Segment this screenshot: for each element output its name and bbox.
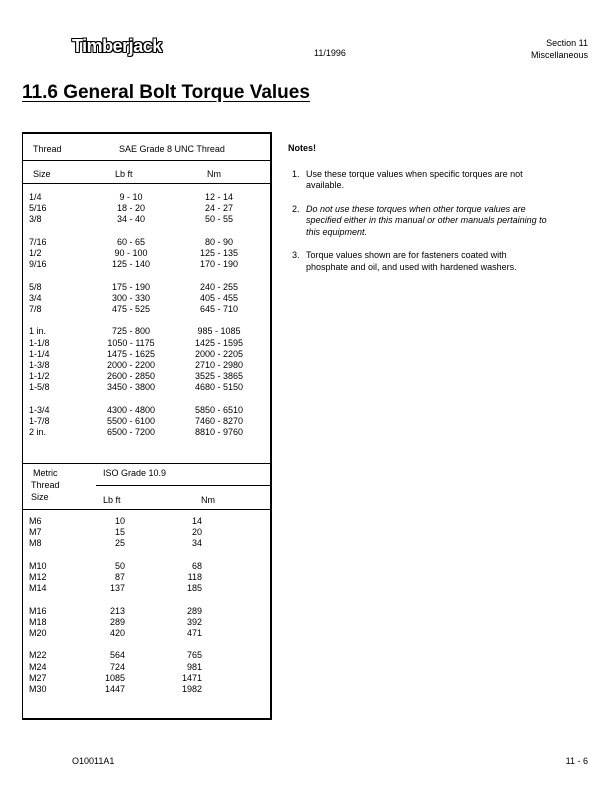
cell-lbft: 213 <box>109 605 125 616</box>
note-text: Use these torque values when specific torques are not available. <box>306 168 523 190</box>
sae-col-size: Size <box>33 169 51 179</box>
cell-size: 5/16 <box>29 203 47 214</box>
sae-col-nm: Nm <box>207 169 221 179</box>
footer-doc-code: O10011A1 <box>72 756 115 766</box>
note-number: 3. <box>292 250 300 260</box>
cell-size: 1-7/8 <box>29 416 50 426</box>
cell-lbft: 1050 - 1175 <box>107 337 155 348</box>
torque-table <box>22 132 272 720</box>
sae-grade-label: SAE Grade 8 UNC Thread <box>119 144 225 154</box>
header-section <box>531 37 588 61</box>
note-item <box>288 169 548 192</box>
cell-lbft: 60 - 65 <box>116 236 146 247</box>
cell-size: M18 <box>29 616 47 627</box>
divider <box>23 183 270 184</box>
divider <box>23 160 270 161</box>
cell-lbft: 300 - 330 <box>111 292 151 303</box>
cell-size: M12 <box>29 572 47 582</box>
cell-size: 2 in. <box>29 427 47 438</box>
cell-nm: 981 <box>186 661 202 672</box>
cell-nm: 125 - 135 <box>199 248 239 258</box>
cell-nm: 4680 - 5150 <box>194 382 244 393</box>
iso-col-lbft: Lb ft <box>103 495 121 505</box>
cell-nm: 471 <box>186 628 202 638</box>
iso-col-thread: Thread <box>31 480 60 490</box>
cell-size: M22 <box>29 650 47 661</box>
cell-size: 1-1/4 <box>29 348 50 359</box>
cell-lbft: 34 - 40 <box>116 214 146 225</box>
iso-col-metric: Metric <box>33 468 58 478</box>
timberjack-logo: Timberjack <box>72 36 162 56</box>
cell-lbft: 2000 - 2200 <box>106 360 156 370</box>
cell-size: 7/16 <box>29 236 47 247</box>
cell-nm: 289 <box>186 605 202 616</box>
cell-nm: 3525 - 3865 <box>194 371 244 382</box>
cell-size: 7/8 <box>29 304 42 314</box>
cell-size: 1-3/4 <box>29 404 50 415</box>
cell-nm: 1982 <box>181 684 202 694</box>
cell-size: 1 in. <box>29 326 47 337</box>
notes-list <box>288 169 548 274</box>
cell-nm: 1425 - 1595 <box>194 337 244 348</box>
cell-size: 3/8 <box>29 214 42 225</box>
footer-page-number: 11 - 6 <box>565 756 588 766</box>
cell-lbft: 420 <box>109 628 125 638</box>
note-number: 1. <box>292 168 300 179</box>
note-item <box>288 204 548 239</box>
cell-size: M10 <box>29 560 47 571</box>
cell-size: M16 <box>29 605 47 616</box>
cell-nm: 985 - 1085 <box>197 326 241 337</box>
cell-nm: 170 - 190 <box>199 259 239 270</box>
note-text: Torque values shown are for fasteners coated with phosphate and oil, and used with hardened washers. <box>306 250 517 272</box>
cell-nm: 1471 <box>181 672 202 683</box>
cell-size: 9/16 <box>29 259 47 270</box>
cell-nm: 8810 - 9760 <box>194 427 244 438</box>
cell-nm: 20 <box>191 527 202 538</box>
cell-nm: 185 <box>186 583 202 594</box>
cell-lbft: 18 - 20 <box>116 203 146 214</box>
note-number: 2. <box>292 203 300 214</box>
cell-lbft: 175 - 190 <box>111 281 151 292</box>
cell-nm: 34 <box>191 538 202 549</box>
cell-size: 5/8 <box>29 281 42 292</box>
cell-nm: 7460 - 8270 <box>194 416 244 426</box>
cell-lbft: 3450 - 3800 <box>106 382 156 393</box>
cell-nm: 12 - 14 <box>204 192 234 202</box>
cell-nm: 14 <box>191 516 202 526</box>
cell-nm: 68 <box>191 560 202 571</box>
cell-nm: 24 - 27 <box>204 203 234 214</box>
cell-size: 1/4 <box>29 192 42 202</box>
cell-size: 1-3/8 <box>29 360 50 370</box>
cell-size: 1-1/8 <box>29 337 50 348</box>
page-title: 11.6 General Bolt Torque Values <box>22 82 310 103</box>
iso-grade-label: ISO Grade 10.9 <box>103 468 167 478</box>
divider <box>23 463 270 464</box>
cell-nm: 405 - 455 <box>199 292 239 303</box>
cell-lbft: 4300 - 4800 <box>106 404 156 415</box>
cell-nm: 392 <box>186 616 202 627</box>
cell-lbft: 6500 - 7200 <box>106 427 156 438</box>
cell-nm: 240 - 255 <box>199 281 239 292</box>
header-date: 11/1996 <box>314 48 346 58</box>
cell-size: M30 <box>29 684 47 694</box>
note-text: Do not use these torques when other torque values are specified either in this manual or other manuals pertaining to this equipment. <box>306 203 547 237</box>
cell-nm: 80 - 90 <box>204 236 234 247</box>
cell-size: M7 <box>29 527 42 538</box>
cell-nm: 2710 - 2980 <box>194 360 244 370</box>
cell-lbft: 137 <box>109 583 125 594</box>
cell-size: 1-5/8 <box>29 382 50 393</box>
cell-lbft: 724 <box>109 661 125 672</box>
cell-lbft: 1447 <box>104 684 125 694</box>
cell-size: M27 <box>29 672 47 683</box>
divider <box>96 485 270 486</box>
cell-lbft: 5500 - 6100 <box>106 416 156 426</box>
cell-lbft: 475 - 525 <box>111 304 151 314</box>
iso-col-nm: Nm <box>201 495 215 505</box>
cell-size: M6 <box>29 516 42 526</box>
cell-lbft: 90 - 100 <box>114 248 148 258</box>
section-name: Miscellaneous <box>530 50 588 60</box>
section-number: Section 11 <box>546 38 588 48</box>
cell-size: 3/4 <box>29 292 42 303</box>
cell-nm: 50 - 55 <box>204 214 234 225</box>
cell-nm: 765 <box>186 650 202 661</box>
cell-nm: 645 - 710 <box>199 304 239 314</box>
cell-lbft: 9 - 10 <box>119 192 143 202</box>
notes-panel <box>288 143 548 285</box>
cell-size: 1-1/2 <box>29 371 50 382</box>
sae-col-thread: Thread <box>33 144 62 154</box>
cell-lbft: 15 <box>114 527 125 538</box>
cell-lbft: 2600 - 2850 <box>106 371 156 382</box>
cell-size: 1/2 <box>29 248 42 258</box>
note-item <box>288 250 548 273</box>
cell-size: M14 <box>29 583 47 594</box>
cell-size: M24 <box>29 661 47 672</box>
cell-lbft: 564 <box>109 650 125 661</box>
cell-lbft: 50 <box>114 560 125 571</box>
cell-nm: 5850 - 6510 <box>194 404 244 415</box>
divider <box>23 509 270 510</box>
iso-col-size: Size <box>31 492 49 502</box>
cell-lbft: 125 - 140 <box>111 259 151 270</box>
cell-size: M8 <box>29 538 42 549</box>
cell-lbft: 87 <box>114 572 125 582</box>
cell-lbft: 1085 <box>104 672 125 683</box>
cell-nm: 2000 - 2205 <box>194 348 244 359</box>
cell-nm: 118 <box>187 572 202 582</box>
sae-col-lbft: Lb ft <box>115 169 133 179</box>
cell-lbft: 1475 - 1625 <box>106 348 156 359</box>
notes-title: Notes! <box>288 143 317 153</box>
cell-lbft: 25 <box>114 538 125 549</box>
cell-lbft: 289 <box>109 616 125 627</box>
cell-size: M20 <box>29 628 47 638</box>
cell-lbft: 10 <box>114 516 125 526</box>
cell-lbft: 725 - 800 <box>111 326 151 337</box>
